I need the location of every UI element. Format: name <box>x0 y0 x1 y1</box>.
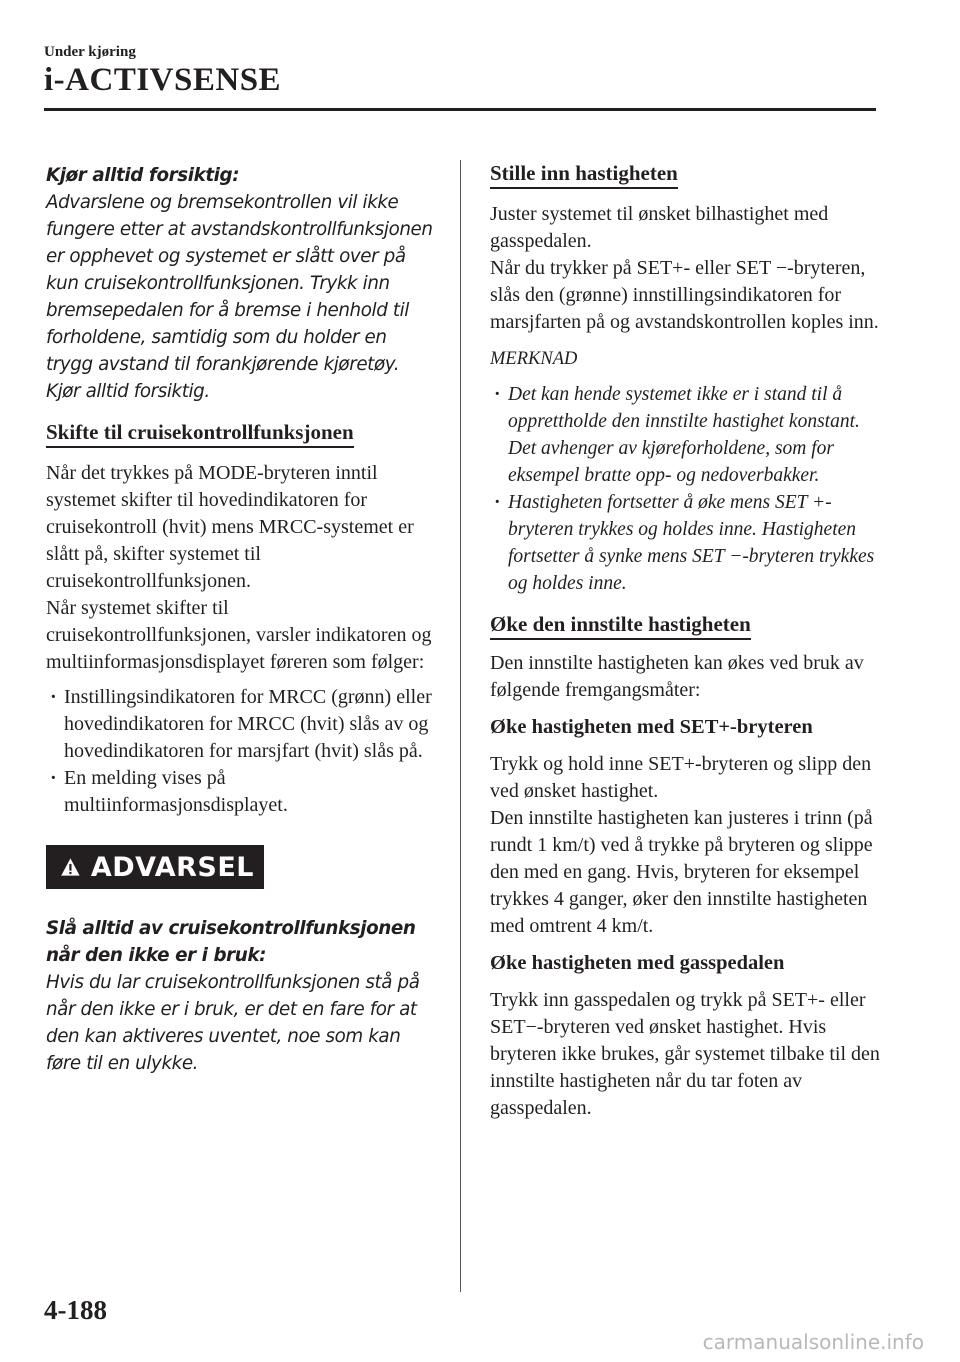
list-item: · En melding vises på multiinformasjonsdisplayet. <box>46 765 438 819</box>
right-column <box>490 160 880 1122</box>
warning-text-drive-carefully <box>46 162 438 405</box>
warning-triangle-icon <box>60 851 81 883</box>
paragraph: Når det trykkes på MODE-bryteren inntil systemet skifter til hovedindikatoren for cruisekontroll (hvit) mens MRCC-systemet er slått på, skifter systemet til cruisekontrollfunksjonen. <box>46 462 414 592</box>
paragraph: Den innstilte hastigheten kan justeres i trinn (på rundt 1 km/t) ved å trykke på bryteren og slippe den med en gang. Hvis, bryteren for eksempel trykkes 4 ganger, øker den innstilte hastigheten med omtrent 4 km/t. <box>490 807 873 937</box>
paragraph: Trykk inn gasspedalen og trykk på SET+- eller SET−-bryteren ved ønsket hastighet. Hvis bryteren ikke brukes, går systemet tilbake til den innstilte hastigheten når du tar foten av gasspedalen. <box>490 989 880 1119</box>
page-number: 4-188 <box>44 1295 107 1325</box>
list-item: · Instillingsindikatoren for MRCC (grønn) eller hovedindikatoren for MRCC (hvit) slås av og hovedindikatoren for marsjfart (hvit) slås på. <box>46 684 438 765</box>
left-column <box>46 160 438 1077</box>
header-section: Under kjøring <box>44 44 136 60</box>
advarsel-label: ADVARSEL <box>90 851 254 883</box>
subheading: Øke hastigheten med gasspedalen <box>490 952 785 974</box>
paragraph: Når du trykker på SET+- eller SET −-bryteren, slås den (grønne) innstillingsindikatoren for marsjfarten på og avstandskontrollen koples inn. <box>490 257 879 333</box>
warning-lead: Kjør alltid forsiktig: <box>46 165 240 186</box>
column-divider <box>460 160 461 1292</box>
warning-lead: Slå alltid av cruisekontrollfunksjonen når den ikke er i bruk: <box>46 918 416 966</box>
bullet-list <box>46 684 438 819</box>
warning-body: Hvis du lar cruisekontrollfunksjonen stå på når den ikke er i bruk, er det en fare for at den kan aktiveres uventet, noe som kan føre til en ulykke. <box>46 972 420 1074</box>
header-rule <box>44 108 876 111</box>
note-label: MERKNAD <box>490 349 578 369</box>
paragraph: Den innstilte hastigheten kan økes ved bruk av følgende fremgangsmåter: <box>490 652 864 701</box>
warning-body: Advarslene og bremsekontrollen vil ikke fungere etter at avstandskontrollfunksjonen er opphevet og systemet er slått over på kun cruisekontrollfunksjonen. Trykk inn bremsepedalen for å bremse i henhold til forholdene, samtidig som du holder en trygg avstand til forankjørende kjøretøy. Kjør alltid forsiktig. <box>46 192 433 402</box>
paragraph: Når systemet skifter til cruisekontrollfunksjonen, varsler indikatoren og multiinformasjonsdisplayet føreren som følger: <box>46 597 432 673</box>
section-heading-cruise-switch: Skifte til cruisekontrollfunksjonen <box>46 419 354 448</box>
paragraph: Juster systemet til ønsket bilhastighet med gasspedalen. <box>490 203 829 252</box>
note-list <box>490 381 880 597</box>
watermark: carmanualsonline.info <box>702 1330 924 1354</box>
subheading: Øke hastigheten med SET+-bryteren <box>490 716 813 738</box>
list-item: · Hastigheten fortsetter å øke mens SET +-bryteren trykkes og holdes inne. Hastigheten fortsetter å synke mens SET −-bryteren trykkes og holdes inne. <box>490 489 880 597</box>
section-heading-increase-speed: Øke den innstilte hastigheten <box>490 611 751 640</box>
page-title: i-ACTIVSENSE <box>44 62 282 98</box>
paragraph: Trykk og hold inne SET+-bryteren og slipp den ved ønsket hastighet. <box>490 753 872 802</box>
list-item: · Det kan hende systemet ikke er i stand til å opprettholde den innstilte hastighet konstant. Det avhenger av kjøreforholdene, som for eksempel bratte opp- og nedoverbakker. <box>490 381 880 489</box>
advarsel-banner <box>46 845 264 889</box>
section-heading-set-speed: Stille inn hastigheten <box>490 160 678 189</box>
warning-text-turn-off-cruise <box>46 915 438 1077</box>
